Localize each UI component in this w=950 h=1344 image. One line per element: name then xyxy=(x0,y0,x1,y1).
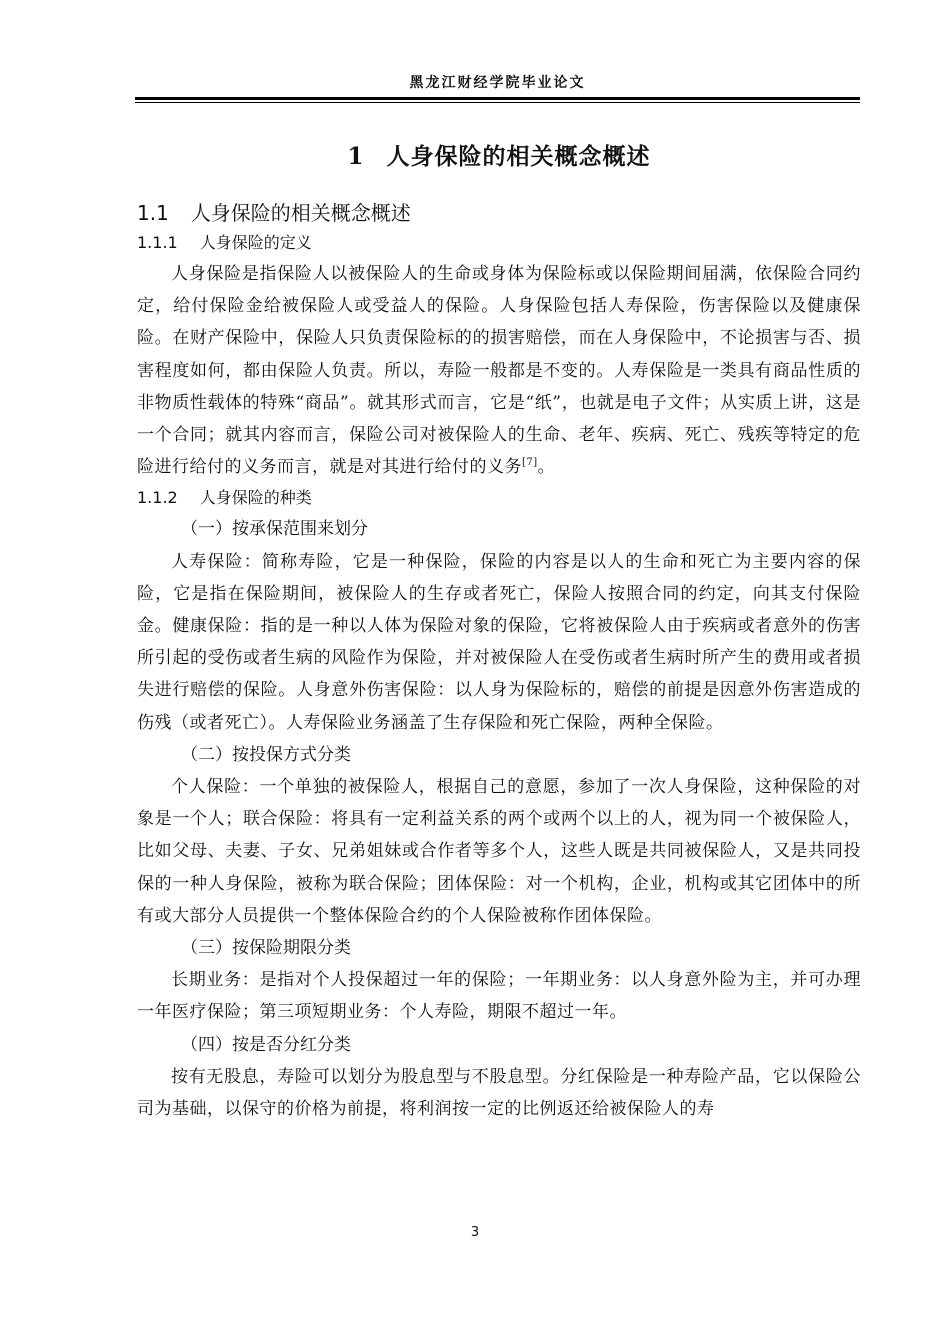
category-paragraph-3: 长期业务：是指对个人投保超过一年的保险；一年期业务：以人身意外险为主，并可办理一年医疗保险；第三项短期业务：个人寿险，期限不超过一年。 xyxy=(137,970,861,1023)
chapter-title xyxy=(137,140,861,174)
category-label-3: （三）按保险期限分类 xyxy=(181,938,351,959)
chapter-number: 1 xyxy=(347,143,365,170)
subsection-number: 1.1.2 xyxy=(137,488,178,508)
definition-end: 。 xyxy=(537,457,556,478)
subsection-heading-definition xyxy=(137,228,861,258)
subsection-number: 1.1.1 xyxy=(137,233,178,252)
header-rule-thin xyxy=(135,102,860,103)
category-paragraph-4: 按有无股息，寿险可以划分为股息型与不股息型。分红保险是一种寿险产品，它以保险公司为基础，以保守的价格为前提，将利润按一定的比例返还给被保险人的寿 xyxy=(137,1066,861,1120)
page-number: 3 xyxy=(470,1225,480,1240)
definition-text: 人身保险是指保险人以被保险人的生命或身体为保险标或以保险期间届满，依保险合同约定，给付保险金给被保险人或受益人的保险。人身保险包括人寿保险，伤害保险以及健康保险。在财产保险中，保险人只负责保险标的的损害赔偿，而在人身保险中，不论损害与否、损害程度如何，都由保险人负责。所以，寿险一般都是不变的。人寿保险是一类具有商品性质的非物质性载体的特殊“商品”。就其形式而言，它是“纸”，也就是电子文件；从实质上讲，这是一个合同；就其内容而言，保险公司对被保险人的生命、老年、疾病、死亡、残疾等特定的危险进行给付的义务而言，就是对其进行给付的义务 xyxy=(137,264,861,478)
category-paragraph-1: 人寿保险：简称寿险，它是一种保险，保险的内容是以人的生命和死亡为主要内容的保险，它是指在保险期间，被保险人的生存或者死亡，保险人按照合同的约定，向其支付保险金。健康保险：指的是一种以人体为保险对象的保险，它将被保险人由于疾病或者意外的伤害所引起的受伤或者生病的风险作为保险，并对被保险人在受伤或者生病时所产生的费用或者损失进行赔偿的保险。人身意外伤害保险：以人身为保险标的，赔偿的前提是因意外伤害造成的伤残（或者死亡）。人寿保险业务涵盖了生存保险和死亡保险，两种全保险。 xyxy=(137,551,861,733)
definition-paragraph xyxy=(137,258,861,483)
section-heading xyxy=(137,198,861,228)
category-label-1: （一）按承保范围来划分 xyxy=(181,519,368,540)
header-rule-thick xyxy=(135,97,860,100)
category-paragraph-2: 个人保险：一个单独的被保险人，根据自己的意愿，参加了一次人身保险，这种保险的对象是一个人；联合保险：将具有一定利益关系的两个或两个以上的人，视为同一个被保险人，比如父母、夫妻、子女、兄弟姐妹或合作者等多个人，这些人既是共同被保险人，又是共同投保的一种人身保险，被称为联合保险；团体保险：对一个机构，企业，机构或其它团体中的所有或大部分人员提供一个整体保险合约的个人保险被称作团体保险。 xyxy=(137,777,861,926)
subsection-heading-types xyxy=(137,483,861,513)
citation-ref: [7] xyxy=(522,457,538,469)
section-title: 人身保险的相关概念概述 xyxy=(190,201,411,225)
running-header: 黑龙江财经学院毕业论文 xyxy=(409,75,586,91)
category-label-4: （四）按是否分红分类 xyxy=(181,1034,351,1055)
section-number: 1.1 xyxy=(137,201,169,225)
page-body xyxy=(137,140,861,1125)
category-label-2: （二）按投保方式分类 xyxy=(181,744,351,765)
subsection-title: 人身保险的定义 xyxy=(199,233,312,252)
subsection-title: 人身保险的种类 xyxy=(199,488,312,508)
chapter-title-text: 人身保险的相关概念概述 xyxy=(386,144,651,170)
